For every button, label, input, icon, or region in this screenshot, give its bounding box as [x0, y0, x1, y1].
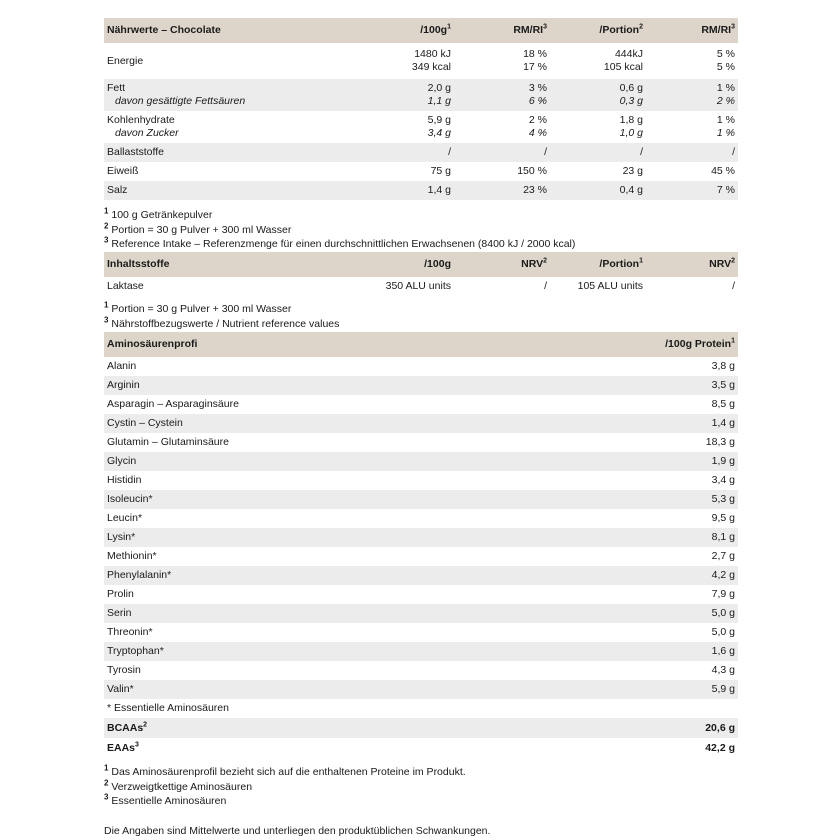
nutrient-value-100g: / [362, 143, 454, 162]
amino-row [104, 680, 738, 699]
nutrient-rmri-100g: / [454, 143, 550, 162]
amino-acid-table [104, 332, 738, 758]
nutrient-label: Kohlenhydrate davon Zucker [104, 111, 362, 143]
amino-value: 4,3 g [544, 661, 738, 680]
amino-name: Phenylalanin* [104, 566, 544, 585]
ingredients-row-laktase [104, 277, 738, 295]
ingredients-header-nrv-portion: NRV$^2$ [646, 252, 738, 277]
ingredients-header-row [104, 252, 738, 277]
amino-row [104, 661, 738, 680]
amino-value: 2,7 g [544, 547, 738, 566]
nutrition-row-fett [104, 79, 738, 111]
nutrition-header-100g: $/100g^1$ [362, 18, 454, 43]
amino-name: Isoleucin* [104, 490, 544, 509]
amino-name: Valin* [104, 680, 544, 699]
bcaa-value: 20,6 g [544, 718, 738, 738]
nutrition-header-row [104, 18, 738, 43]
amino-row [104, 509, 738, 528]
disclaimer: Die Angaben sind Mittelwerte und unterliegen den produktüblichen Schwankungen. [104, 825, 491, 837]
amino-footnotes [104, 758, 738, 809]
nutrient-value-portion: 0,4 g [550, 181, 646, 200]
amino-name: Cystin – Cystein [104, 414, 544, 433]
footnote: $^1$ Das Aminosäurenprofil bezieht sich auf die enthaltenen Proteine im Produkt. [104, 763, 466, 778]
nutrient-rmri-100g: 2 % 4 % [454, 111, 550, 143]
nutrient-rmri-100g: 18 % 17 % [454, 43, 550, 79]
nutrient-value-portion: 0,6 g 0,3 g [550, 79, 646, 111]
amino-row [104, 566, 738, 585]
amino-row [104, 395, 738, 414]
ingredients-table [104, 252, 738, 295]
bcaa-row [104, 718, 738, 738]
amino-row [104, 585, 738, 604]
nutrient-rmri-portion: 45 % [646, 162, 738, 181]
nutrition-facts-page [104, 18, 738, 839]
nutrition-row-eiweiss [104, 162, 738, 181]
nutrient-value-portion: 444kJ 105 kcal [550, 43, 646, 79]
nutrient-rmri-100g: 150 % [454, 162, 550, 181]
amino-value: 5,0 g [544, 604, 738, 623]
ingredients-footnotes [104, 295, 738, 332]
amino-value: 3,5 g [544, 376, 738, 395]
footnote: $^3$ Nährstoffbezugswerte / Nutrient reference values [104, 315, 340, 330]
footnote: $^3$ Essentielle Aminosäuren [104, 792, 227, 807]
amino-value: 1,9 g [544, 452, 738, 471]
amino-row [104, 547, 738, 566]
nutrition-row-kohlenhydrate [104, 111, 738, 143]
amino-value: 8,1 g [544, 528, 738, 547]
amino-row [104, 471, 738, 490]
nutrient-value-portion: 1,8 g 1,0 g [550, 111, 646, 143]
amino-name: Serin [104, 604, 544, 623]
amino-value: 5,3 g [544, 490, 738, 509]
amino-row [104, 528, 738, 547]
amino-value: 3,8 g [544, 357, 738, 376]
eaa-row [104, 738, 738, 758]
amino-name: Threonin* [104, 623, 544, 642]
amino-row [104, 433, 738, 452]
amino-header-row [104, 332, 738, 357]
amino-name: Lysin* [104, 528, 544, 547]
nutrient-label: Eiweiß [104, 162, 362, 181]
amino-name: Alanin [104, 357, 544, 376]
amino-row [104, 452, 738, 471]
footnote: $^1$ 100 g Getränkepulver [104, 206, 213, 221]
amino-name: Tyrosin [104, 661, 544, 680]
essential-amino-note: * Essentielle Aminosäuren [104, 699, 738, 718]
nutrient-rmri-100g: 23 % [454, 181, 550, 200]
ingredients-header-100g: /100g [362, 252, 454, 277]
amino-name: Arginin [104, 376, 544, 395]
amino-row [104, 642, 738, 661]
nutrient-value-100g: 1480 kJ 349 kcal [362, 43, 454, 79]
amino-row [104, 623, 738, 642]
amino-value: 5,0 g [544, 623, 738, 642]
eaa-value: 42,2 g [544, 738, 738, 758]
nutrient-rmri-portion: 5 % 5 % [646, 43, 738, 79]
nutrient-value-100g: 5,9 g 3,4 g [362, 111, 454, 143]
nutrition-footnotes [104, 200, 738, 252]
amino-header-title: Aminosäurenprofi [104, 332, 544, 357]
amino-name: Glutamin – Glutaminsäure [104, 433, 544, 452]
nutrient-rmri-portion: / [646, 143, 738, 162]
amino-rows [104, 357, 738, 699]
amino-row [104, 357, 738, 376]
nutrient-rmri-portion: 1 % 2 % [646, 79, 738, 111]
nutrient-value-100g: 75 g [362, 162, 454, 181]
nutrition-header-title: Nährwerte – Chocolate [104, 18, 362, 43]
nutrition-table [104, 18, 738, 200]
amino-row [104, 490, 738, 509]
nutrient-value-portion: / [550, 143, 646, 162]
nutrient-rmri-100g: 3 % 6 % [454, 79, 550, 111]
amino-value: 5,9 g [544, 680, 738, 699]
ingredient-nrv-portion: / [646, 277, 738, 295]
nutrient-value-portion: 23 g [550, 162, 646, 181]
nutrition-row-energie [104, 43, 738, 79]
amino-row [104, 414, 738, 433]
nutrient-label: Salz [104, 181, 362, 200]
ingredients-header-portion: /Portion$^1$ [550, 252, 646, 277]
nutrition-header-portion: /Portion$^2$ [550, 18, 646, 43]
amino-value: 1,4 g [544, 414, 738, 433]
footnote: $^2$ Verzweigtkettige Aminosäuren [104, 778, 253, 793]
eaa-label: EAAs$^3$ [104, 738, 544, 758]
amino-row [104, 376, 738, 395]
nutrient-label: Fett davon gesättigte Fettsäuren [104, 79, 362, 111]
amino-header-per-100g-protein: /100g Protein$^1$ [544, 332, 738, 357]
amino-name: Glycin [104, 452, 544, 471]
nutrition-header-rmri-100g: $RM/RI^3$ [454, 18, 550, 43]
ingredient-nrv-100g: / [454, 277, 550, 295]
amino-value: 9,5 g [544, 509, 738, 528]
amino-row [104, 604, 738, 623]
nutrient-value-100g: 2,0 g 1,1 g [362, 79, 454, 111]
ingredients-header-nrv-100g: NRV$^2$ [454, 252, 550, 277]
ingredients-header-title: Inhaltsstoffe [104, 252, 362, 277]
amino-value: 3,4 g [544, 471, 738, 490]
nutrient-label: Ballaststoffe [104, 143, 362, 162]
amino-value: 7,9 g [544, 585, 738, 604]
ingredient-value-portion: 105 ALU units [550, 277, 646, 295]
amino-name: Methionin* [104, 547, 544, 566]
nutrient-rmri-portion: 7 % [646, 181, 738, 200]
amino-value: 4,2 g [544, 566, 738, 585]
ingredient-label: Laktase [104, 277, 362, 295]
nutrition-header-rmri-portion: $RM/RI^3$ [646, 18, 738, 43]
footnote: $^1$ Portion = 30 g Pulver + 300 ml Wasser [104, 300, 292, 315]
footnote: $^2$ Portion = 30 g Pulver + 300 ml Wasser [104, 221, 292, 236]
amino-value: 18,3 g [544, 433, 738, 452]
nutrition-row-ballaststoffe [104, 143, 738, 162]
nutrient-value-100g: 1,4 g [362, 181, 454, 200]
nutrient-rmri-portion: 1 % 1 % [646, 111, 738, 143]
essential-amino-note-row [104, 699, 738, 718]
amino-value: 8,5 g [544, 395, 738, 414]
amino-name: Histidin [104, 471, 544, 490]
nutrient-label: Energie [104, 43, 362, 79]
amino-name: Asparagin – Asparaginsäure [104, 395, 544, 414]
amino-name: Leucin* [104, 509, 544, 528]
bcaa-label: BCAAs$^2$ [104, 718, 544, 738]
footnote: $^3$ Reference Intake – Referenzmenge für einen durchschnittlichen Erwachsenen (8400 kJ / 2000 kcal) [104, 235, 576, 250]
amino-name: Prolin [104, 585, 544, 604]
ingredient-value-100g: 350 ALU units [362, 277, 454, 295]
nutrition-row-salz [104, 181, 738, 200]
amino-value: 1,6 g [544, 642, 738, 661]
amino-name: Tryptophan* [104, 642, 544, 661]
